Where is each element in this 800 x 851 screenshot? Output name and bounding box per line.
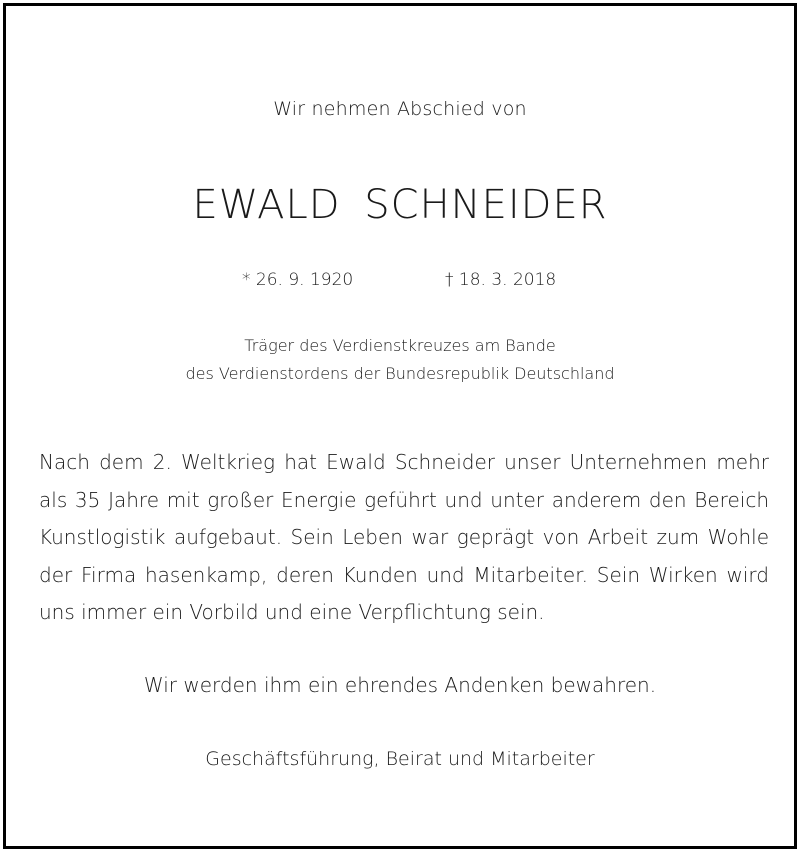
obituary-notice: [3, 3, 797, 849]
birth-date: * 26. 9. 1920: [242, 270, 354, 290]
honor-line-1: Träger des Verdienstkreuzes am Bande: [244, 336, 556, 355]
deceased-name: EWALD SCHNEIDER: [192, 182, 608, 228]
signature-line: Geschäftsführung, Beirat und Mitarbeiter: [205, 748, 595, 770]
intro-text: Wir nehmen Abschied von: [273, 98, 527, 120]
honor-line-2: des Verdienstordens der Bundesrepublik Deutschland: [185, 364, 615, 383]
tribute-paragraph: Nach dem 2. Weltkrieg hat Ewald Schneider unser Unternehmen mehr als 35 Jahre mit großer Energie geführt und unter anderem den Bereich Kunstlogistik aufgebaut. Sein Leben war geprägt von Arbeit zum Wohle der Firma hasenkamp, deren Kunden und Mitarbeiter. Sein Wirken wird uns immer ein Vorbild und eine Verpflichtung sein.: [39, 450, 769, 624]
death-date: † 18. 3. 2018: [445, 270, 557, 290]
closing-line: Wir werden ihm ein ehrendes Andenken bewahren.: [143, 673, 657, 697]
